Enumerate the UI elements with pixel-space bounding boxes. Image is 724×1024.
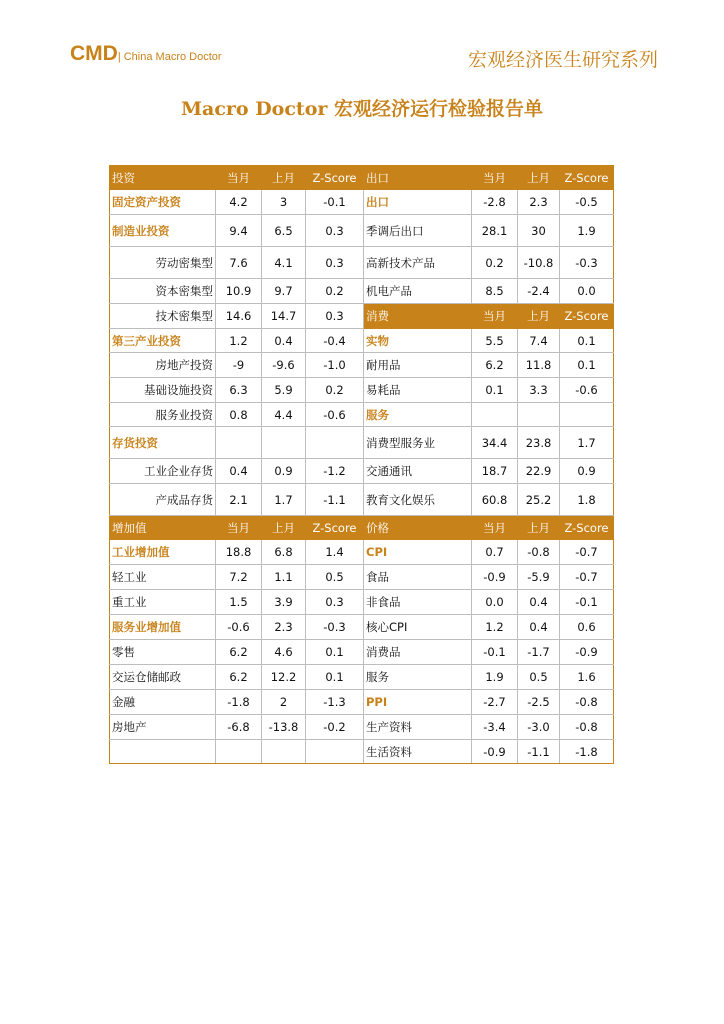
value-cell: 0.4 — [518, 615, 560, 640]
row-label: 服务 — [364, 665, 472, 690]
value-cell: 4.4 — [262, 403, 306, 427]
value-cell: -3.0 — [518, 715, 560, 740]
value-cell — [306, 740, 364, 764]
value-cell: -1.8 — [216, 690, 262, 715]
value-cell: -0.6 — [216, 615, 262, 640]
value-cell: 8.5 — [472, 279, 518, 304]
row-label: 高新技术产品 — [364, 247, 472, 279]
row-label: 实物 — [364, 329, 472, 353]
value-cell: 5.5 — [472, 329, 518, 353]
column-header: 当月 — [216, 166, 262, 190]
row-label: 服务业投资 — [110, 403, 216, 427]
value-cell: -0.1 — [306, 190, 364, 215]
row-label: 交通通讯 — [364, 459, 472, 484]
row-label: 易耗品 — [364, 378, 472, 403]
value-cell: 1.2 — [472, 615, 518, 640]
column-header: Z-Score — [560, 516, 614, 540]
value-cell: 23.8 — [518, 427, 560, 459]
section-header: 价格 — [364, 516, 472, 540]
value-cell: -0.8 — [560, 715, 614, 740]
row-label: CPI — [364, 540, 472, 565]
column-header: Z-Score — [560, 166, 614, 190]
row-label: 资本密集型 — [110, 279, 216, 304]
value-cell: -13.8 — [262, 715, 306, 740]
value-cell: 0.1 — [306, 640, 364, 665]
row-label: 非食品 — [364, 590, 472, 615]
row-label: 第三产业投资 — [110, 329, 216, 353]
table-row — [110, 565, 614, 590]
table-row — [110, 247, 614, 279]
row-label: 交运仓储邮政 — [110, 665, 216, 690]
value-cell: 6.2 — [216, 640, 262, 665]
value-cell: 28.1 — [472, 215, 518, 247]
value-cell: -0.2 — [306, 715, 364, 740]
value-cell: -0.3 — [560, 247, 614, 279]
value-cell: -1.1 — [306, 484, 364, 516]
section-header: 出口 — [364, 166, 472, 190]
row-label: 零售 — [110, 640, 216, 665]
value-cell: 0.1 — [472, 378, 518, 403]
series-title: 宏观经济医生研究系列 — [467, 49, 658, 71]
row-label: 存货投资 — [110, 427, 216, 459]
value-cell: 0.2 — [472, 247, 518, 279]
value-cell: 6.2 — [216, 665, 262, 690]
table-row — [110, 329, 614, 353]
value-cell: 0.4 — [262, 329, 306, 353]
row-label: 轻工业 — [110, 565, 216, 590]
value-cell: 1.7 — [560, 427, 614, 459]
row-label: 工业增加值 — [110, 540, 216, 565]
row-label — [110, 740, 216, 764]
value-cell: 0.3 — [306, 247, 364, 279]
row-label: 核心CPI — [364, 615, 472, 640]
value-cell: -0.7 — [560, 565, 614, 590]
value-cell: 0.5 — [306, 565, 364, 590]
value-cell: 4.2 — [216, 190, 262, 215]
value-cell: 9.7 — [262, 279, 306, 304]
section-header: 消费 — [364, 304, 472, 329]
value-cell: -3.4 — [472, 715, 518, 740]
row-label: 食品 — [364, 565, 472, 590]
value-cell: 0.5 — [518, 665, 560, 690]
value-cell: 0.8 — [216, 403, 262, 427]
value-cell: -0.5 — [560, 190, 614, 215]
row-label: 教育文化娱乐 — [364, 484, 472, 516]
value-cell: -2.4 — [518, 279, 560, 304]
value-cell: 30 — [518, 215, 560, 247]
value-cell: 0.3 — [306, 590, 364, 615]
column-header: 当月 — [472, 304, 518, 329]
value-cell: 0.1 — [306, 665, 364, 690]
value-cell: 0.0 — [472, 590, 518, 615]
value-cell: -0.9 — [472, 740, 518, 764]
value-cell: -1.2 — [306, 459, 364, 484]
row-label: PPI — [364, 690, 472, 715]
value-cell: -2.8 — [472, 190, 518, 215]
value-cell: 4.1 — [262, 247, 306, 279]
value-cell: 0.1 — [560, 329, 614, 353]
value-cell: -0.6 — [306, 403, 364, 427]
value-cell: 12.2 — [262, 665, 306, 690]
table-row — [110, 427, 614, 459]
value-cell: 7.4 — [518, 329, 560, 353]
value-cell: 2 — [262, 690, 306, 715]
row-label: 基础设施投资 — [110, 378, 216, 403]
value-cell: 0.9 — [262, 459, 306, 484]
value-cell: 22.9 — [518, 459, 560, 484]
brand-logo — [70, 42, 222, 66]
row-label: 出口 — [364, 190, 472, 215]
value-cell: 14.7 — [262, 304, 306, 329]
value-cell: 3.9 — [262, 590, 306, 615]
value-cell: -1.7 — [518, 640, 560, 665]
value-cell — [216, 427, 262, 459]
row-label: 服务业增加值 — [110, 615, 216, 640]
value-cell: 1.9 — [472, 665, 518, 690]
value-cell: 1.7 — [262, 484, 306, 516]
table-row — [110, 353, 614, 378]
value-cell: -1.1 — [518, 740, 560, 764]
table-row — [110, 690, 614, 715]
value-cell: -0.1 — [560, 590, 614, 615]
value-cell: -0.6 — [560, 378, 614, 403]
value-cell: -2.7 — [472, 690, 518, 715]
value-cell: 1.6 — [560, 665, 614, 690]
row-label: 金融 — [110, 690, 216, 715]
value-cell: 0.1 — [560, 353, 614, 378]
value-cell: -0.8 — [560, 690, 614, 715]
value-cell: 6.8 — [262, 540, 306, 565]
value-cell: -0.8 — [518, 540, 560, 565]
section-header: 投资 — [110, 166, 216, 190]
row-label: 生产资料 — [364, 715, 472, 740]
row-label: 重工业 — [110, 590, 216, 615]
value-cell: 4.6 — [262, 640, 306, 665]
table-row — [110, 403, 614, 427]
value-cell: -9.6 — [262, 353, 306, 378]
table-row — [110, 540, 614, 565]
value-cell: -2.5 — [518, 690, 560, 715]
row-label: 工业企业存货 — [110, 459, 216, 484]
row-label: 制造业投资 — [110, 215, 216, 247]
value-cell: -1.8 — [560, 740, 614, 764]
row-label: 房地产投资 — [110, 353, 216, 378]
value-cell: 1.4 — [306, 540, 364, 565]
column-header: 上月 — [518, 304, 560, 329]
value-cell: 2.3 — [518, 190, 560, 215]
value-cell: -5.9 — [518, 565, 560, 590]
value-cell: 6.2 — [472, 353, 518, 378]
value-cell: -0.4 — [306, 329, 364, 353]
table-row — [110, 459, 614, 484]
value-cell: 3.3 — [518, 378, 560, 403]
value-cell: 0.6 — [560, 615, 614, 640]
value-cell — [560, 403, 614, 427]
value-cell: 9.4 — [216, 215, 262, 247]
column-header: 上月 — [262, 166, 306, 190]
value-cell: 10.9 — [216, 279, 262, 304]
column-header: 上月 — [262, 516, 306, 540]
value-cell: 34.4 — [472, 427, 518, 459]
table-row — [110, 665, 614, 690]
table-row — [110, 615, 614, 640]
column-header: Z-Score — [306, 516, 364, 540]
value-cell: 18.8 — [216, 540, 262, 565]
value-cell — [262, 427, 306, 459]
table-row — [110, 640, 614, 665]
value-cell: -0.9 — [560, 640, 614, 665]
row-label: 固定资产投资 — [110, 190, 216, 215]
section-header: 增加值 — [110, 516, 216, 540]
value-cell: 0.9 — [560, 459, 614, 484]
report-title: Macro Doctor 宏观经济运行检验报告单 — [180, 98, 543, 120]
value-cell: -0.7 — [560, 540, 614, 565]
value-cell: 5.9 — [262, 378, 306, 403]
table-row — [110, 715, 614, 740]
value-cell: 2.3 — [262, 615, 306, 640]
table-row — [110, 190, 614, 215]
value-cell: 0.7 — [472, 540, 518, 565]
value-cell: 1.9 — [560, 215, 614, 247]
row-label: 服务 — [364, 403, 472, 427]
value-cell: 1.2 — [216, 329, 262, 353]
value-cell: 18.7 — [472, 459, 518, 484]
value-cell: -0.9 — [472, 565, 518, 590]
table-row — [110, 590, 614, 615]
value-cell: 60.8 — [472, 484, 518, 516]
table-row — [110, 215, 614, 247]
value-cell: 3 — [262, 190, 306, 215]
value-cell: -9 — [216, 353, 262, 378]
table-row — [110, 304, 614, 329]
value-cell: 0.2 — [306, 378, 364, 403]
column-header: 当月 — [216, 516, 262, 540]
value-cell: 1.1 — [262, 565, 306, 590]
value-cell — [216, 740, 262, 764]
row-label: 消费品 — [364, 640, 472, 665]
table-row — [110, 166, 614, 190]
report-table — [109, 165, 614, 764]
row-label: 技术密集型 — [110, 304, 216, 329]
value-cell: 14.6 — [216, 304, 262, 329]
value-cell: 0.2 — [306, 279, 364, 304]
value-cell: 6.3 — [216, 378, 262, 403]
table-row — [110, 378, 614, 403]
row-label: 季调后出口 — [364, 215, 472, 247]
value-cell: 25.2 — [518, 484, 560, 516]
column-header: 当月 — [472, 166, 518, 190]
column-header: 上月 — [518, 166, 560, 190]
value-cell — [472, 403, 518, 427]
value-cell: 2.1 — [216, 484, 262, 516]
value-cell: -10.8 — [518, 247, 560, 279]
value-cell: 1.8 — [560, 484, 614, 516]
row-label: 消费型服务业 — [364, 427, 472, 459]
column-header: 当月 — [472, 516, 518, 540]
value-cell — [262, 740, 306, 764]
value-cell: 7.6 — [216, 247, 262, 279]
table-row — [110, 740, 614, 764]
value-cell: 0.4 — [216, 459, 262, 484]
row-label: 机电产品 — [364, 279, 472, 304]
value-cell: 0.0 — [560, 279, 614, 304]
row-label: 生活资料 — [364, 740, 472, 764]
value-cell: -1.3 — [306, 690, 364, 715]
row-label: 房地产 — [110, 715, 216, 740]
value-cell: 0.3 — [306, 215, 364, 247]
value-cell: 7.2 — [216, 565, 262, 590]
row-label: 耐用品 — [364, 353, 472, 378]
value-cell: -0.3 — [306, 615, 364, 640]
table-row — [110, 516, 614, 540]
value-cell: 1.5 — [216, 590, 262, 615]
value-cell: 0.3 — [306, 304, 364, 329]
value-cell: 6.5 — [262, 215, 306, 247]
brand-subtitle: | China Macro Doctor — [117, 51, 222, 63]
value-cell — [306, 427, 364, 459]
table-row — [110, 279, 614, 304]
brand-name: CMD — [70, 42, 118, 65]
value-cell: 11.8 — [518, 353, 560, 378]
row-label: 产成品存货 — [110, 484, 216, 516]
value-cell: -1.0 — [306, 353, 364, 378]
column-header: Z-Score — [306, 166, 364, 190]
column-header: 上月 — [518, 516, 560, 540]
value-cell: 0.4 — [518, 590, 560, 615]
column-header: Z-Score — [560, 304, 614, 329]
value-cell: -0.1 — [472, 640, 518, 665]
row-label: 劳动密集型 — [110, 247, 216, 279]
value-cell: -6.8 — [216, 715, 262, 740]
table-row — [110, 484, 614, 516]
value-cell — [518, 403, 560, 427]
